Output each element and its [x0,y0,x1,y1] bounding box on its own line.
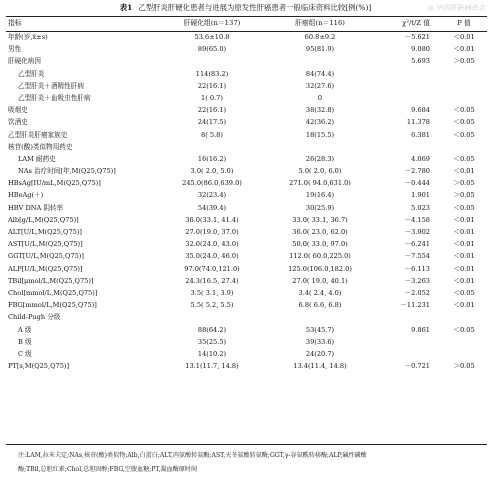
table-row [0,226,491,238]
footnote-line-1: 注:LAM,拉米夫定;NAs,核苷(酸)类似物;Alb,白蛋白;ALT,丙氨酸转氨酶;AST,天冬氨酸转氨酶;GGT,γ-谷氨酰转移酶;ALP,碱性磷酸 [18,452,367,459]
row-label: 核苷(酸)类似物用药史 [8,142,73,151]
table-row [0,287,491,299]
cancer-value: 0 [317,93,323,102]
p-value: ＜0.05 [453,203,475,212]
table-row [0,92,491,104]
cirrhosis-value: 5.5( 5.2, 5.5) [190,301,234,310]
p-value: ＜0.01 [453,167,475,176]
table-footnote [18,449,484,477]
row-label: GGT[U/L,M(Q25,Q75)] [8,252,84,261]
p-value: ＜0.01 [453,33,475,41]
statistic-value: 11.378 [406,118,430,127]
statistic-value: －0.444 [404,179,430,188]
p-value: ＜0.01 [453,215,475,224]
cancer-value: 19(16.4) [305,191,335,200]
table-row [0,275,491,287]
cancer-value: 42(36.2) [305,118,335,127]
cancer-value: 95(81.9) [305,45,335,54]
header-cancer-group: 肝癌组(n＝116) [295,19,345,27]
cancer-value: 32(27.6) [305,81,335,90]
header-indicator: 指标 [8,19,22,27]
cirrhosis-value: 22(16.1) [197,81,227,90]
p-value: ＜0.01 [453,228,475,236]
row-label: HBsAg[IU/mL,M(Q25,Q75)] [8,179,101,188]
p-value: ＜0.05 [453,130,475,139]
cancer-value: 18(15.5) [305,130,335,139]
row-label: FBG[mmol/L,M(Q25,Q75)] [8,301,97,310]
cancer-value: 112.0( 60.0,225.0) [289,252,351,261]
statistic-value: 5.023 [411,203,430,212]
statistic-value: －6.113 [404,264,430,273]
row-label: 年龄(岁,x̄±s) [8,33,48,41]
cancer-value: 24(20.7) [305,349,335,358]
cirrhosis-value: 14(10.2) [197,349,227,358]
row-label: LAM 耐药史 [18,154,56,163]
row-label: 肝硬化病因 [8,57,41,66]
cirrhosis-value: 114(83.2) [195,69,229,78]
table-caption: 乙型肝炎肝硬化患者与进展为原发性肝癌患者一般临床资料比较[例(%)] [138,3,372,12]
cirrhosis-value: 97.0(74.0,121.0) [184,264,240,273]
cancer-value: 13.4(11.4, 14.8) [293,362,347,371]
cancer-value: 60.8±9.2 [304,33,336,41]
statistic-value: －0.721 [404,362,430,371]
p-value: ＜0.01 [453,45,475,54]
table-body [0,31,491,372]
cirrhosis-value: 1( 0.7) [201,93,223,102]
cancer-value: 39(33.6) [305,337,335,346]
table-row [0,214,491,226]
row-label: 乙型肝炎＋酒精性肝病 [18,81,84,90]
table-row [0,360,491,372]
cancer-value: 38(32.8) [305,106,335,115]
row-label: TBil[μmol/L,M(Q25,Q75)] [8,276,94,285]
cancer-value: 6.8( 6.6, 6.8) [298,301,342,310]
p-value: ＜0.01 [453,276,475,285]
table-row [0,189,491,201]
cirrhosis-value: 8( 5.8) [201,130,223,139]
cancer-value: 26(28.3) [305,154,335,163]
table-row [0,104,491,116]
row-label: Child-Pugh 分级 [8,313,61,322]
cirrhosis-value: 24(17.5) [197,118,227,127]
table-row [0,68,491,80]
cirrhosis-value: 32.0(24.0, 43.0) [185,240,239,249]
p-value: ＜0.01 [453,301,475,310]
statistic-value: －3.263 [404,276,430,285]
p-value: ＜0.05 [453,154,475,163]
row-label: 男性 [8,45,22,54]
cirrhosis-value: 27.0(19.0, 37.0) [185,228,239,236]
table-number: 表1 [119,3,133,12]
row-label: 乙型肝炎＋血吸虫性肝病 [18,93,91,102]
cancer-value: 53(45.7) [305,325,335,334]
statistic-value: －4.158 [404,215,430,224]
header-p-value: P 值 [457,19,471,27]
bottom-rule [6,444,487,445]
table-row [0,250,491,262]
row-label: B 级 [18,337,32,346]
row-label: Chol[mmol/L,M(Q25,Q75)] [8,288,98,297]
header-cirrhosis-group: 肝硬化组(n＝137) [183,19,241,27]
cirrhosis-value: 3.0( 2.0, 5.0) [190,167,234,176]
p-value: ＜0.01 [453,264,475,273]
cancer-value: 125.0(106.0,182.0) [288,264,352,273]
cancer-value: 84(74.4) [305,69,335,78]
cirrhosis-value: 35.0(24.0, 46.0) [185,252,239,261]
cirrhosis-value: 16(16.2) [197,154,227,163]
statistic-value: 5.693 [411,57,430,66]
row-label: 吸烟史 [8,106,28,115]
row-label: ALP[U/L,M(Q25,Q75)] [8,264,83,273]
cancer-value: 3.4( 2.4, 4.0) [298,288,342,297]
statistic-value: －11.231 [400,301,430,310]
statistic-value: －7.554 [404,252,430,261]
row-label: HBeAg(＋) [8,191,44,200]
p-value: ＞0.05 [453,179,475,188]
statistic-value: 4.069 [411,154,430,163]
table-row [0,177,491,189]
row-label: NAs 治疗时间[年,M(Q25,Q75)] [18,167,116,176]
cirrhosis-value: 53.6±10.8 [194,33,230,41]
p-value: ＜0.01 [453,252,475,261]
statistic-value: 9.080 [411,45,430,54]
cirrhosis-value: 88(64.2) [197,325,227,334]
table-row [0,129,491,141]
cancer-value: 33.0( 33.1, 36.7) [292,215,348,224]
row-label: 饮酒史 [8,118,28,127]
statistic-value: －2.780 [404,167,430,176]
p-value: ＜0.01 [453,240,475,249]
cirrhosis-value: 13.1(11.7, 14.8) [185,362,239,371]
cirrhosis-value: 22(16.1) [197,106,227,115]
row-label: Alb[g/L,M(Q25,Q75)] [8,215,79,224]
row-label: 乙型肝炎 [18,69,45,78]
statistic-value: 1.901 [411,191,430,200]
cancer-value: 50.0( 33.0, 97.0) [292,240,348,249]
table-row [0,336,491,348]
cancer-value: 36.0( 23.0, 62.0) [292,228,348,236]
table-row [0,238,491,250]
statistic-value: －5.621 [404,33,430,41]
statistic-value: －6.241 [404,240,430,249]
cirrhosis-value: 3.5( 3.1, 3.9) [190,288,234,297]
cirrhosis-value: 89(65.0) [197,45,227,54]
table-row [0,116,491,128]
table-row [0,348,491,360]
table-row [0,311,491,323]
statistic-value: －3.902 [404,228,430,236]
header-statistic: χ²/t/Z 值 [402,19,430,27]
table-row [0,31,491,43]
cirrhosis-value: 245.0(86.0,639.0) [182,179,242,188]
journal-watermark: ◎ 中国肝脏病杂志 [427,4,485,12]
cancer-value: 5.0( 2.0, 6.0) [298,167,342,176]
statistic-value: 6.381 [411,130,430,139]
row-label: 乙型肝炎肝癌家族史 [8,130,68,139]
table-row [0,165,491,177]
table-row [0,141,491,153]
row-label: HBV DNA 阴转率 [8,203,64,212]
table-row [0,324,491,336]
cancer-value: 30(25.9) [305,203,335,212]
cirrhosis-value: 32(23.4) [197,191,227,200]
cancer-value: 271.0( 94.0,631.0) [289,179,351,188]
p-value: ＞0.05 [453,191,475,200]
table-row [0,43,491,55]
p-value: ＜0.05 [453,106,475,115]
row-label: PT[s,M(Q25,Q75)] [8,362,70,371]
table-row [0,80,491,92]
table-row [0,263,491,275]
statistic-value: －2.052 [404,288,430,297]
cirrhosis-value: 54(39.4) [197,203,227,212]
p-value: ＞0.05 [453,362,475,371]
table-row [0,202,491,214]
statistic-value: 9.684 [411,106,430,115]
table-title [0,3,491,13]
p-value: ＞0.05 [453,57,475,66]
table-row [0,55,491,67]
cirrhosis-value: 24.3(16.5, 27.4) [185,276,239,285]
p-value: ＜0.05 [453,118,475,127]
row-label: C 级 [18,349,32,358]
row-label: AST[U/L,M(Q25,Q75)] [8,240,83,249]
p-value: ＜0.05 [453,325,475,334]
cancer-value: 27.0( 19.0, 40.1) [292,276,348,285]
footnote-line-2: 酶;TBil,总胆红素;Chol,总胆固醇;FBG,空腹血糖;PT,凝血酶原时间 [18,466,198,473]
cirrhosis-value: 35(25.5) [197,337,227,346]
row-label: A 级 [18,325,32,334]
statistic-value: 9.861 [411,325,430,334]
cirrhosis-value: 36.0(33.1, 41.4) [185,215,239,224]
p-value: ＜0.05 [453,288,475,297]
row-label: ALT[U/L,M(Q25,Q75)] [8,228,82,236]
table-row [0,153,491,165]
table-row [0,299,491,311]
